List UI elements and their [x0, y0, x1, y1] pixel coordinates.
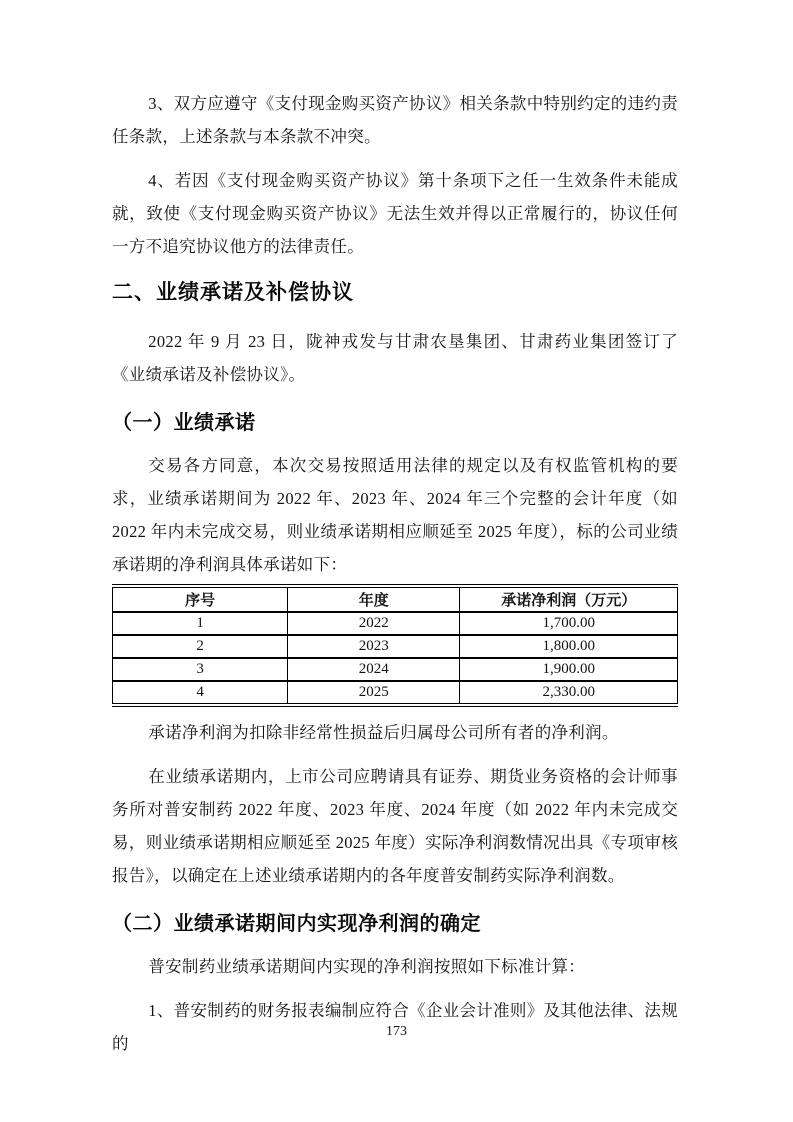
table-row [113, 658, 678, 681]
table-cell: 1 [113, 612, 288, 635]
table-cell: 1,900.00 [460, 658, 678, 681]
paragraph-item-3: 3、双方应遵守《支付现金购买资产协议》相关条款中特别约定的违约责任条款，上述条款与本条款不冲突。 [112, 94, 678, 146]
paragraph-promise-intro: 交易各方同意，本次交易按照适用法律的规定以及有权监管机构的要求，业绩承诺期间为 2022 年、2023 年、2024 年三个完整的会计年度（如 2022 年内未完成交易，则业绩承诺期相应顺延至 2025 年度），标的公司业绩承诺期的净利润具体承诺如下： [112, 456, 678, 574]
paragraph-calculation-intro: 普安制药业绩承诺期间内实现的净利润按照如下标准计算： [148, 957, 586, 976]
table-cell: 1,800.00 [460, 635, 678, 658]
table-row [113, 612, 678, 635]
column-header-index: 序号 [113, 588, 288, 612]
paragraph-net-profit-definition: 承诺净利润为扣除非经常性损益后归属母公司所有者的净利润。 [148, 723, 619, 742]
paragraph-signing-date: 2022 年 9 月 23 日，陇神戎发与甘肃农垦集团、甘肃药业集团签订了《业绩承诺及补偿协议》。 [112, 332, 678, 384]
table-header-row [113, 588, 678, 612]
paragraph-item-4: 4、若因《支付现金购买资产协议》第十条项下之任一生效条件未能成就，致使《支付现金购买资产协议》无法生效并得以正常履行的，协议任何一方不追究协议他方的法律责任。 [112, 171, 678, 256]
subsection-heading-performance-promise: （一）业绩承诺 [112, 412, 256, 434]
table-cell: 2,330.00 [460, 681, 678, 703]
paragraph-audit-report: 在业绩承诺期内，上市公司应聘请具有证券、期货业务资格的会计师事务所对普安制药 2022 年度、2023 年度、2024 年度（如 2022 年内未完成交易，则业绩承诺期相应顺延至 2025 年度）实际净利润数情况出具《专项审核报告》，以确定在上述业绩承诺期内的各年度普安制药实际净利润数。 [112, 767, 678, 885]
promised-net-profit-table [112, 588, 678, 703]
table-cell: 1,700.00 [460, 612, 678, 635]
table-cell: 3 [113, 658, 288, 681]
column-header-promised-profit: 承诺净利润（万元） [460, 588, 678, 612]
page-number: 173 [386, 1024, 407, 1039]
table-cell: 2023 [288, 635, 460, 658]
table-cell: 2024 [288, 658, 460, 681]
table-cell: 4 [113, 681, 288, 703]
table-cell: 2 [113, 635, 288, 658]
promised-net-profit-table-wrap [112, 584, 678, 707]
table-cell: 2022 [288, 612, 460, 635]
section-heading-compensation-agreement: 二、业绩承诺及补偿协议 [112, 281, 354, 304]
table-row [113, 635, 678, 658]
table-row [113, 681, 678, 703]
table-cell: 2025 [288, 681, 460, 703]
subsection-heading-profit-determination: （二）业绩承诺期间内实现净利润的确定 [112, 913, 481, 935]
profit-table-body [113, 612, 678, 703]
paragraph-calculation-rule-1: 1、普安制药的财务报表编制应符合《企业会计准则》及其他法律、法规的 [112, 1001, 678, 1053]
page-content [112, 0, 678, 1071]
column-header-year: 年度 [288, 588, 460, 612]
